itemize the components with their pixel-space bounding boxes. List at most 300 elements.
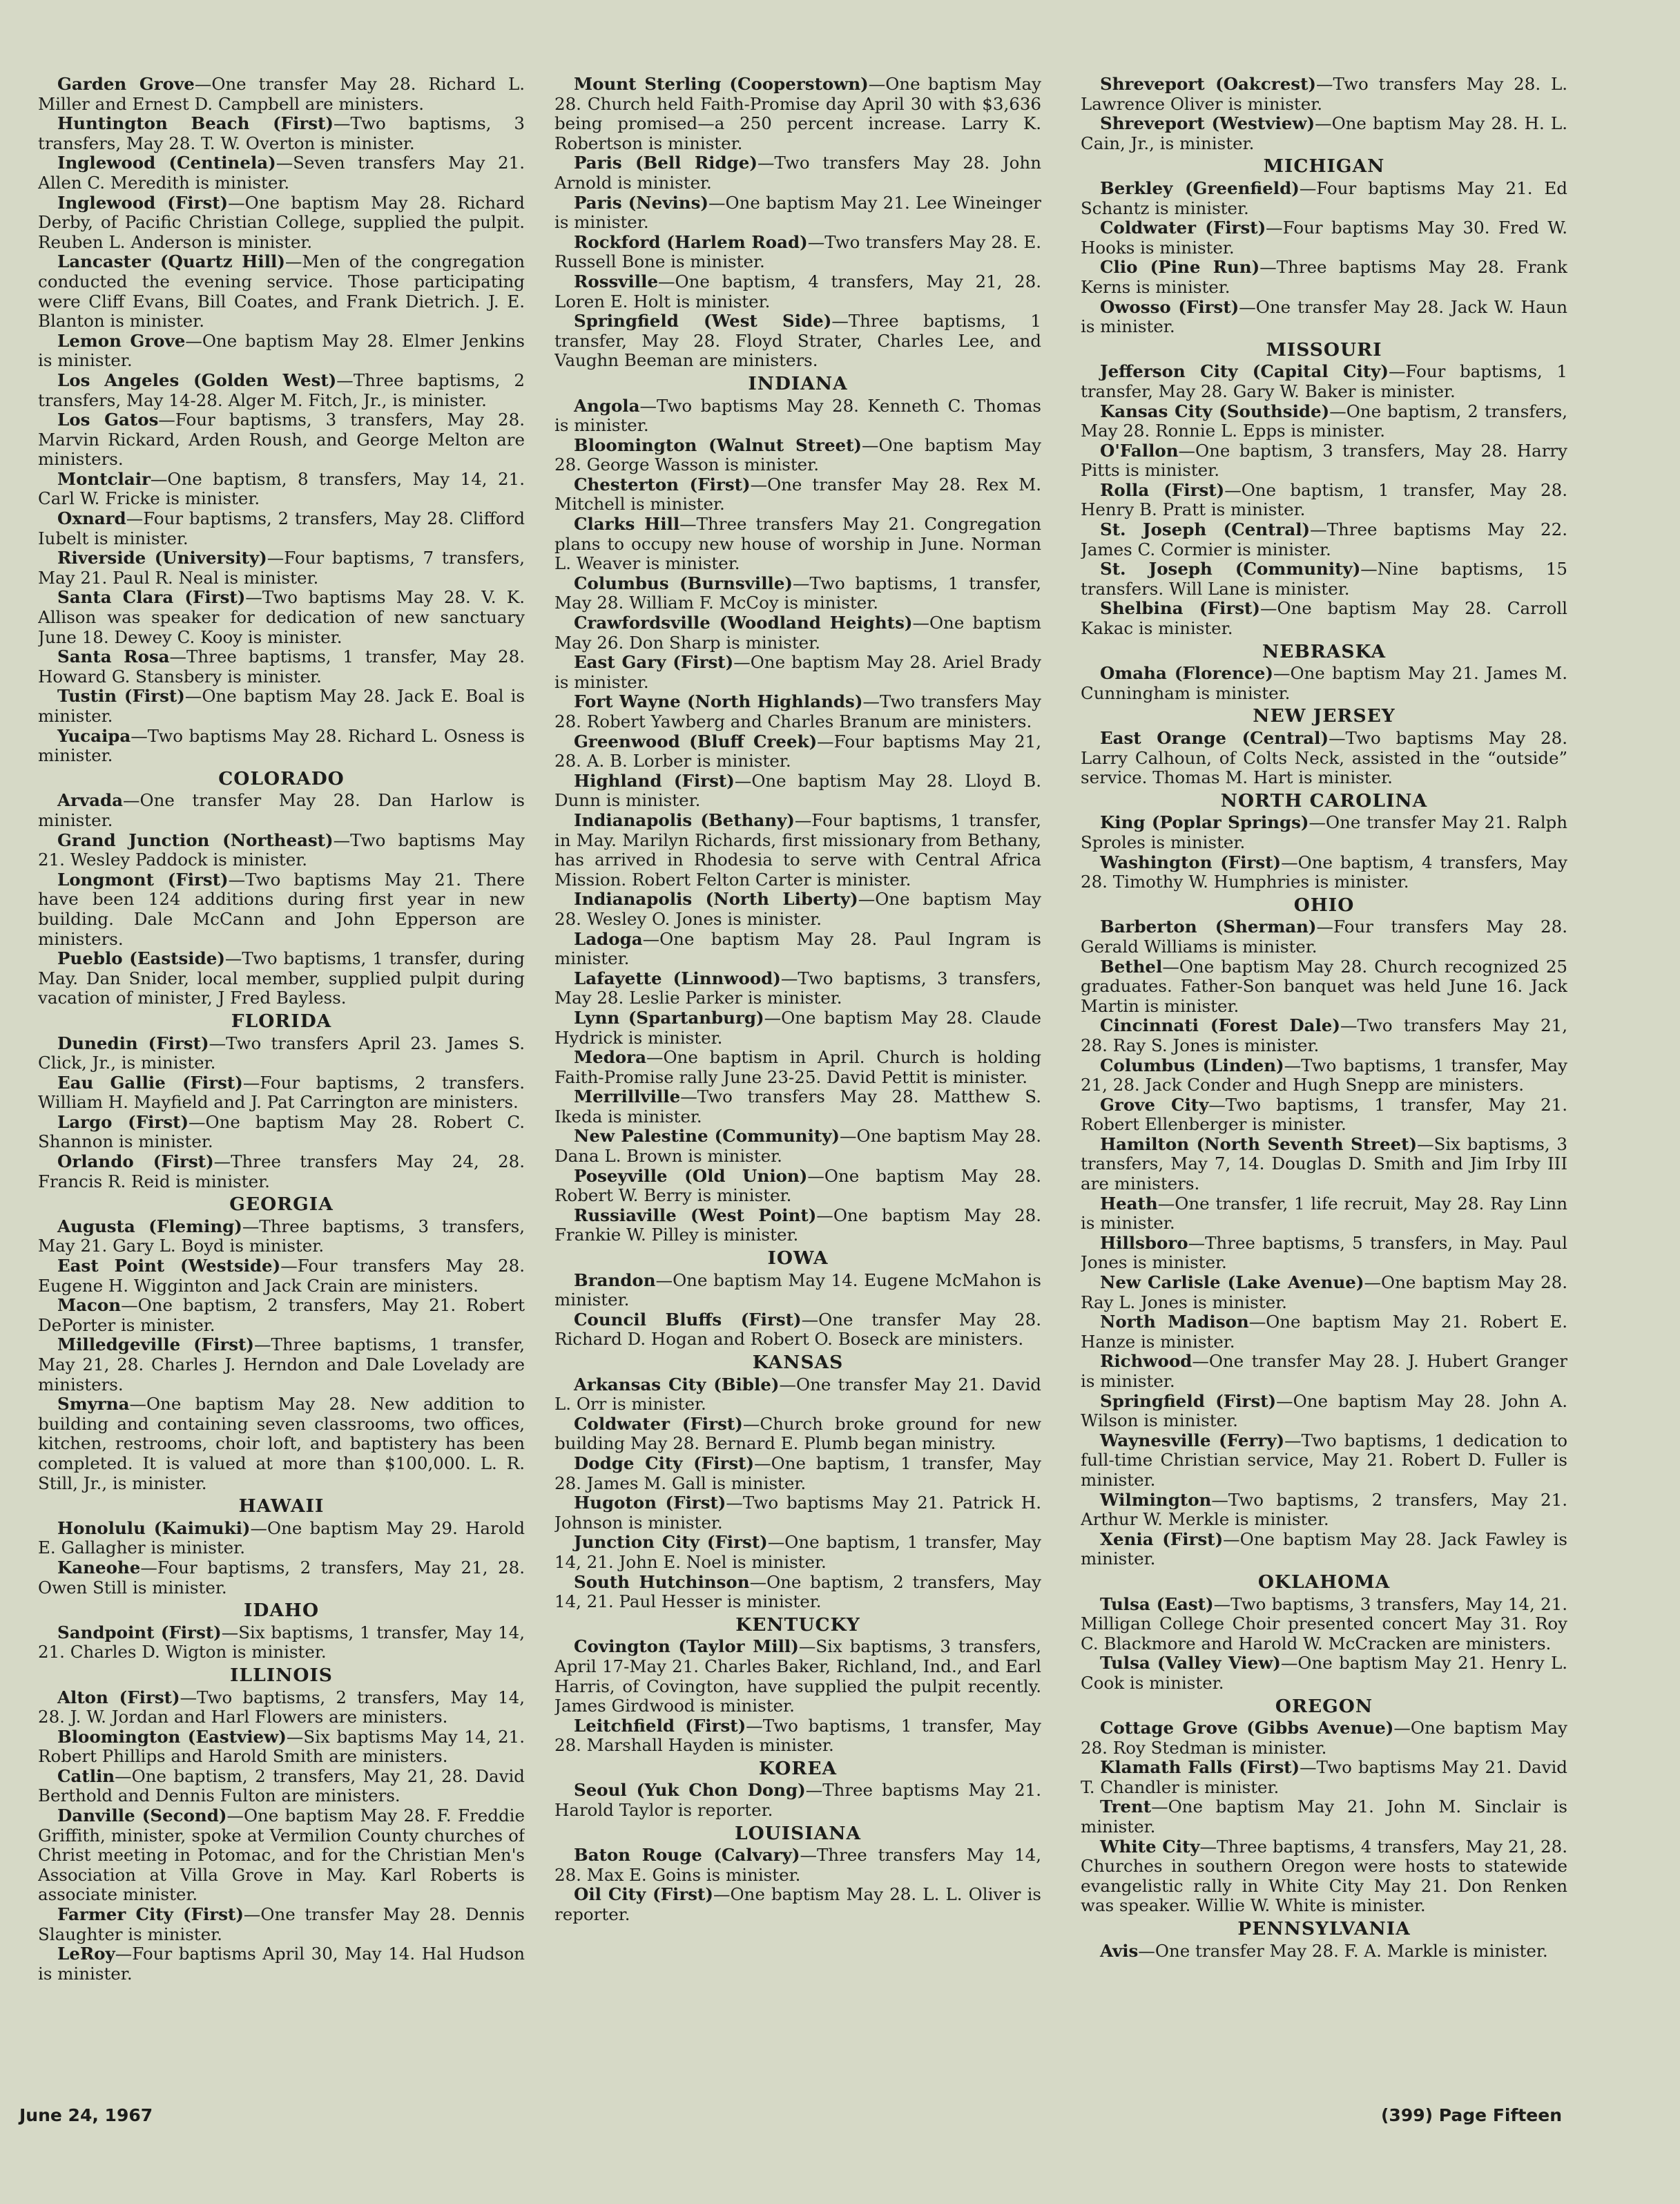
report-text: —One transfer, 1 life recruit, May 28. Ray Linn is minister. bbox=[1081, 1193, 1567, 1234]
report-text: —Two transfers April 23. James S. Click, Jr., is minister. bbox=[38, 1033, 525, 1073]
column-3 bbox=[1081, 75, 1567, 2098]
church-report bbox=[554, 1454, 1041, 1493]
report-text: —One baptism May 28. Richard Derby, of Pacific Christian College, supplied the pulpit. Reuben L. Anderson is minister. bbox=[38, 192, 525, 252]
church-report bbox=[38, 1623, 525, 1662]
church-report bbox=[1081, 1431, 1567, 1491]
report-text: —Four transfers May 28. Gerald Williams is minister. bbox=[1081, 917, 1567, 957]
report-text: —Two baptisms, 3 transfers, May 14, 21. Milligan College Choir presented concert May 31. Roy C. Blackmore and Harold W. McCracken are ministers. bbox=[1081, 1593, 1567, 1654]
church-report bbox=[38, 1073, 525, 1113]
report-text: —Four baptisms, 2 transfers, May 21, 28. Owen Still is minister. bbox=[38, 1557, 525, 1598]
church-report bbox=[1081, 258, 1567, 297]
church-report bbox=[1081, 917, 1567, 957]
church-name: Lafayette (Linnwood) bbox=[574, 968, 781, 988]
church-name: Clio (Pine Run) bbox=[1100, 257, 1260, 278]
church-name: New Palestine (Community) bbox=[574, 1126, 840, 1147]
church-report bbox=[38, 410, 525, 470]
church-report bbox=[1081, 1352, 1567, 1391]
church-name: Highland (First) bbox=[574, 770, 735, 791]
church-name: Santa Rosa bbox=[57, 646, 170, 667]
church-report bbox=[38, 1217, 525, 1256]
church-name: Grove City bbox=[1100, 1094, 1209, 1115]
report-text: —One transfer May 28. Richard D. Hogan and Robert O. Boseck are ministers. bbox=[554, 1309, 1041, 1350]
report-text: —Two transfers May 28. Matthew S. Ikeda is minister. bbox=[554, 1086, 1041, 1127]
church-name: Springfield (First) bbox=[1100, 1390, 1277, 1411]
report-text: —Three transfers May 24, 28. Francis R. Reid is minister. bbox=[38, 1151, 525, 1191]
church-report bbox=[554, 811, 1041, 890]
church-report bbox=[38, 1256, 525, 1296]
church-name: Coldwater (First) bbox=[574, 1413, 743, 1434]
church-name: Hugoton (First) bbox=[574, 1493, 726, 1513]
report-text: —One baptism May 14. Eugene McMahon is minister. bbox=[554, 1269, 1041, 1310]
church-name: Los Angeles (Golden West) bbox=[57, 370, 337, 390]
state-heading: OHIO bbox=[1293, 894, 1355, 916]
church-name: Catlin bbox=[57, 1765, 115, 1786]
report-text: —Four baptisms, 2 transfers, May 28. Clifford Iubelt is minister. bbox=[38, 508, 525, 548]
church-name: Medora bbox=[574, 1047, 646, 1068]
church-name: Greenwood (Bluff Creek) bbox=[574, 731, 818, 751]
church-name: Brandon bbox=[574, 1269, 656, 1290]
report-text: —Two baptisms, 1 dedication to full-time Christian service, May 21. Robert D. Fuller is minister. bbox=[1081, 1430, 1567, 1490]
report-text: —One baptism, 2 transfers, May 14, 21. Paul Hesser is minister. bbox=[554, 1571, 1041, 1612]
church-name: Eau Gallie (First) bbox=[57, 1072, 243, 1093]
church-report bbox=[38, 153, 525, 193]
church-report bbox=[38, 1767, 525, 1806]
church-name: South Hutchinson bbox=[574, 1571, 750, 1592]
report-text: —One transfer May 21. Ralph Sproles is minister. bbox=[1081, 812, 1567, 852]
church-report bbox=[554, 1637, 1041, 1716]
church-report bbox=[38, 1113, 525, 1152]
report-text: —Two baptisms May 28. Kenneth C. Thomas is minister. bbox=[554, 395, 1041, 436]
church-report bbox=[38, 949, 525, 1008]
church-report bbox=[554, 1375, 1041, 1415]
state-heading: LOUISIANA bbox=[734, 1822, 862, 1844]
church-report bbox=[38, 687, 525, 726]
church-report bbox=[1081, 729, 1567, 788]
church-report bbox=[38, 509, 525, 548]
church-report bbox=[1081, 1095, 1567, 1135]
report-text: —Two baptisms May 21. There have been 124 additions during first year in new building. Dale McCann and John Epperson are ministers. bbox=[38, 869, 525, 949]
church-name: Avis bbox=[1100, 1940, 1139, 1961]
church-report bbox=[1081, 957, 1567, 1017]
church-name: Richwood bbox=[1100, 1351, 1193, 1372]
church-report bbox=[1081, 520, 1567, 559]
church-report bbox=[554, 436, 1041, 475]
church-name: Bloomington (Walnut Street) bbox=[574, 434, 862, 455]
church-name: Owosso (First) bbox=[1100, 296, 1239, 317]
church-report bbox=[38, 1944, 525, 1984]
report-text: —Three transfers May 14, 28. Max E. Goins is minister. bbox=[554, 1845, 1041, 1885]
church-report bbox=[38, 1296, 525, 1335]
report-text: —Two transfers May 21, 28. Ray S. Jones is minister. bbox=[1081, 1015, 1567, 1055]
report-text: —One baptism May 26. Don Sharp is minister. bbox=[554, 613, 1041, 653]
church-report bbox=[554, 574, 1041, 613]
report-text: —Two baptisms May 21. Patrick H. Johnson is minister. bbox=[554, 1493, 1041, 1533]
church-report bbox=[38, 193, 525, 253]
report-text: —One baptism May 28. Lloyd B. Dunn is minister. bbox=[554, 770, 1041, 811]
report-text: —Two baptisms, 1 transfer, during May. Dan Snider, local member, supplied pulpit during vacation of minister, J Fred Bayless. bbox=[38, 948, 525, 1008]
report-text: —Two baptisms, 1 transfer, May 28. Marshall Hayden is minister. bbox=[554, 1715, 1041, 1756]
church-report bbox=[554, 1127, 1041, 1166]
church-name: Jefferson City (Capital City) bbox=[1100, 361, 1389, 382]
church-report bbox=[1081, 1135, 1567, 1194]
report-text: —Two baptisms May 28. Richard L. Osness is minister. bbox=[38, 725, 525, 766]
report-text: —One baptism, 4 transfers, May 21, 28. Loren E. Holt is minister. bbox=[554, 271, 1041, 312]
report-text: —Two transfers May 28. L. Lawrence Oliver is minister. bbox=[1081, 75, 1567, 114]
report-text: —Four transfers May 28. Eugene H. Wigginton and Jack Crain are ministers. bbox=[38, 1256, 525, 1296]
church-name: East Point (Westside) bbox=[57, 1256, 281, 1276]
report-text: —One baptism May 21. Henry L. Cook is minister. bbox=[1081, 1653, 1567, 1693]
church-report bbox=[1081, 481, 1567, 520]
church-report bbox=[1081, 1758, 1567, 1797]
report-text: —Nine baptisms, 15 transfers. Will Lane is minister. bbox=[1081, 559, 1567, 599]
church-report bbox=[554, 1781, 1041, 1820]
church-report bbox=[554, 1573, 1041, 1612]
church-name: New Carlisle (Lake Avenue) bbox=[1100, 1272, 1364, 1293]
report-text: —Six baptisms May 14, 21. Robert Phillips and Harold Smith are ministers. bbox=[38, 1726, 525, 1767]
church-name: Montclair bbox=[57, 468, 151, 489]
church-report bbox=[554, 1415, 1041, 1454]
church-name: Crawfordsville (Woodland Heights) bbox=[574, 613, 913, 633]
church-report bbox=[554, 1087, 1041, 1127]
church-report bbox=[1081, 1056, 1567, 1095]
church-name: Fort Wayne (North Highlands) bbox=[574, 691, 863, 712]
church-report bbox=[554, 153, 1041, 193]
church-report bbox=[1081, 1718, 1567, 1758]
church-name: Xenia (First) bbox=[1100, 1529, 1224, 1549]
report-text: —One baptism, 1 transfer, May 28. Henry B. Pratt is minister. bbox=[1081, 479, 1567, 520]
church-report bbox=[1081, 218, 1567, 258]
report-text: —Six baptisms, 3 transfers, May 7, 14. Douglas D. Smith and Jim Irby III are ministers. bbox=[1081, 1133, 1567, 1194]
state-heading: IDAHO bbox=[243, 1600, 320, 1622]
church-name: Omaha (Florence) bbox=[1100, 663, 1273, 684]
report-text: —One baptism May 28. Wesley O. Jones is minister. bbox=[554, 889, 1041, 929]
church-report bbox=[1081, 1837, 1567, 1916]
church-name: Bethel bbox=[1100, 956, 1163, 977]
column-1 bbox=[38, 75, 525, 2112]
report-text: —One baptism, 3 transfers, May 28. Harry Pitts is minister. bbox=[1081, 440, 1567, 481]
report-text: —One baptism May 28. John A. Wilson is minister. bbox=[1081, 1390, 1567, 1431]
church-name: Cincinnati (Forest Dale) bbox=[1100, 1015, 1340, 1036]
church-report bbox=[554, 272, 1041, 312]
report-text: —One baptism, 1 transfer, May 14, 21. John E. Noel is minister. bbox=[554, 1532, 1041, 1572]
church-name: Grand Junction (Northeast) bbox=[57, 830, 334, 850]
church-name: Merrillville bbox=[574, 1086, 681, 1107]
church-report bbox=[38, 548, 525, 588]
report-text: —Three baptisms, 1 transfer, May 28. Howard G. Stansbery is minister. bbox=[38, 646, 525, 687]
church-name: Pueblo (Eastside) bbox=[57, 948, 225, 969]
report-text: —Four baptisms April 30, May 14. Hal Hudson is minister. bbox=[38, 1944, 525, 1984]
report-text: —One baptism, 2 transfers, May 21, 28. David Berthold and Dennis Fulton are ministers. bbox=[38, 1765, 525, 1806]
church-report bbox=[554, 515, 1041, 574]
church-name: Chesterton (First) bbox=[574, 474, 751, 495]
state-heading: NORTH CAROLINA bbox=[1220, 789, 1428, 812]
church-report bbox=[38, 588, 525, 647]
church-report bbox=[38, 1034, 525, 1073]
church-name: Ladoga bbox=[574, 928, 643, 949]
report-text: —One transfer May 28. Richard L. Miller and Ernest D. Campbell are ministers. bbox=[38, 75, 525, 114]
church-name: East Gary (First) bbox=[574, 652, 734, 673]
church-name: Indianapolis (North Liberty) bbox=[574, 889, 858, 910]
church-name: Arkansas City (Bible) bbox=[574, 1374, 780, 1395]
report-text: —Three transfers May 21. Congregation plans to occupy new house of worship in June. Norman L. Weaver is minister. bbox=[554, 514, 1041, 574]
church-name: Oil City (First) bbox=[574, 1884, 713, 1905]
church-name: Poseyville (Old Union) bbox=[574, 1165, 808, 1186]
church-name: Shreveport (Oakcrest) bbox=[1100, 75, 1317, 94]
church-name: Garden Grove bbox=[57, 75, 195, 94]
report-text: —Two transfers May 28. Robert Yawberg and Charles Branum are ministers. bbox=[554, 691, 1041, 731]
church-report bbox=[38, 1905, 525, 1944]
report-text: —Seven transfers May 21. Allen C. Meredith is minister. bbox=[38, 153, 525, 193]
report-text: —One baptism May 28. Robert C. Shannon is minister. bbox=[38, 1111, 525, 1152]
church-name: Paris (Bell Ridge) bbox=[574, 153, 757, 173]
state-heading: ILLINOIS bbox=[230, 1664, 333, 1686]
state-heading: FLORIDA bbox=[231, 1010, 332, 1032]
church-name: Tulsa (Valley View) bbox=[1100, 1653, 1281, 1674]
church-report bbox=[554, 1008, 1041, 1048]
church-name: Bloomington (Eastview) bbox=[57, 1726, 287, 1747]
report-text: —Two baptisms May 28. Larry Calhoun, of Colts Neck, assisted in the “outside” service. Thomas M. Hart is minister. bbox=[1081, 728, 1567, 788]
church-report bbox=[1081, 1654, 1567, 1693]
church-report bbox=[554, 772, 1041, 811]
church-name: Orlando (First) bbox=[57, 1151, 214, 1172]
report-text: —Two transfers May 28. John Arnold is minister. bbox=[554, 153, 1041, 193]
church-name: North Madison bbox=[1100, 1312, 1249, 1332]
church-report bbox=[1081, 402, 1567, 441]
report-text: —One baptism, 2 transfers, May 21. Robert DePorter is minister. bbox=[38, 1295, 525, 1335]
report-text: —One baptism May 28. Jack Fawley is minister. bbox=[1081, 1529, 1567, 1569]
report-text: —One baptism May 28. Carroll Kakac is minister. bbox=[1081, 598, 1567, 639]
state-heading: OREGON bbox=[1275, 1695, 1373, 1717]
church-name: Clarks Hill bbox=[574, 514, 680, 535]
state-heading: MICHIGAN bbox=[1263, 155, 1385, 178]
church-report bbox=[1081, 1234, 1567, 1273]
report-text: —Four baptisms, 1 transfer, in May. Marilyn Richards, first missionary from Bethany, has arrived in Rhodesia to serve with Central Africa Mission. Robert Felton Carter is minister. bbox=[554, 809, 1041, 890]
church-name: LeRoy bbox=[57, 1944, 115, 1964]
church-name: Tustin (First) bbox=[57, 686, 185, 707]
report-text: —Six baptisms, 1 transfer, May 14, 21. Charles D. Wigton is minister. bbox=[38, 1622, 525, 1662]
church-report bbox=[554, 692, 1041, 731]
report-text: —One baptism May 21. John M. Sinclair is minister. bbox=[1081, 1796, 1567, 1837]
report-text: —One baptism May 28. Church held Faith-Promise day April 30 with $3,636 being promised—a 250 percent increase. Larry K. Robertson is minister. bbox=[554, 75, 1041, 153]
church-report bbox=[1081, 441, 1567, 481]
church-report bbox=[554, 1846, 1041, 1885]
report-text: —Six baptisms, 3 transfers, April 17-May 21. Charles Baker, Richland, Ind., and Earl Harris, of Covington, have supplied the pulpit recently. James Girdwood is minister. bbox=[554, 1636, 1041, 1716]
church-report bbox=[38, 332, 525, 371]
church-report bbox=[38, 1335, 525, 1395]
church-name: Huntington Beach (First) bbox=[57, 113, 334, 134]
report-text: —Three baptisms, 4 transfers, May 21, 28. Churches in southern Oregon were hosts to statewide evangelistic rally in White City May 21. Don Renken was speaker. Willie W. White is minister. bbox=[1081, 1836, 1567, 1916]
church-name: Shelbina (First) bbox=[1100, 598, 1260, 619]
church-report bbox=[554, 930, 1041, 969]
church-name: Leitchfield (First) bbox=[574, 1715, 746, 1736]
state-heading: COLORADO bbox=[218, 767, 345, 789]
church-name: Council Bluffs (First) bbox=[574, 1309, 802, 1330]
church-name: Yucaipa bbox=[57, 725, 131, 746]
church-report bbox=[1081, 1392, 1567, 1431]
church-name: Cottage Grove (Gibbs Avenue) bbox=[1100, 1718, 1394, 1738]
report-text: —Four baptisms May 21. Ed Schantz is minister. bbox=[1081, 178, 1567, 218]
report-text: —Three baptisms, 2 transfers, May 14-28. Alger M. Fitch, Jr., is minister. bbox=[38, 370, 525, 410]
report-text: —Two baptisms, 2 transfers, May 21. Arthur W. Merkle is minister. bbox=[1081, 1489, 1567, 1530]
church-report bbox=[1081, 853, 1567, 892]
report-text: —Men of the congregation conducted the evening service. Those participating were Cliff Evans, Bill Coates, and Frank Dietrich. J. E. Blanton is minister. bbox=[38, 251, 525, 332]
report-text: —One baptism May 29. Harold E. Gallagher is minister. bbox=[38, 1517, 525, 1558]
church-report bbox=[554, 653, 1041, 692]
church-name: Alton (First) bbox=[57, 1687, 180, 1707]
church-report bbox=[38, 870, 525, 949]
report-text: —One baptism in April. Church is holding Faith-Promise rally June 23-25. David Pettit is minister. bbox=[554, 1047, 1041, 1087]
report-text: —Two baptisms, 1 transfer, May 21. Robert Ellenberger is minister. bbox=[1081, 1094, 1567, 1135]
state-heading: KANSAS bbox=[752, 1352, 844, 1373]
church-name: Farmer City (First) bbox=[57, 1904, 244, 1925]
church-name: Coldwater (First) bbox=[1100, 218, 1266, 238]
report-text: —Four baptisms, 3 transfers, May 28. Marvin Rickard, Arden Roush, and George Melton are ministers. bbox=[38, 410, 525, 470]
church-report bbox=[38, 252, 525, 331]
church-name: Los Gatos bbox=[57, 410, 159, 430]
church-report bbox=[554, 1716, 1041, 1756]
church-name: Covington (Taylor Mill) bbox=[574, 1636, 799, 1657]
church-report bbox=[554, 1885, 1041, 1924]
church-report bbox=[1081, 1273, 1567, 1312]
church-name: Angola bbox=[574, 395, 640, 416]
church-report bbox=[38, 647, 525, 687]
church-report bbox=[554, 1271, 1041, 1310]
church-report bbox=[554, 233, 1041, 272]
report-text: —Two baptisms, 1 transfer, May 28. William F. McCoy is minister. bbox=[554, 573, 1041, 613]
church-report bbox=[1081, 298, 1567, 337]
church-name: Honolulu (Kaimuki) bbox=[57, 1517, 251, 1538]
church-name: Longmont (First) bbox=[57, 869, 229, 890]
church-name: Dodge City (First) bbox=[574, 1453, 755, 1473]
church-name: Paris (Nevins) bbox=[574, 192, 709, 213]
report-text: —Four baptisms, 7 transfers, May 21. Paul R. Neal is minister. bbox=[38, 548, 525, 588]
church-report bbox=[1081, 664, 1567, 703]
church-name: Oxnard bbox=[57, 508, 126, 529]
church-report bbox=[554, 1310, 1041, 1350]
report-text: —One baptism May 28. Ray L. Jones is minister. bbox=[1081, 1272, 1567, 1312]
report-text: —One baptism May 28. L. L. Oliver is reporter. bbox=[554, 1884, 1041, 1925]
report-text: —One baptism May 28. Claude Hydrick is minister. bbox=[554, 1007, 1041, 1048]
report-text: —One baptism May 28. Roy Stedman is minister. bbox=[1081, 1718, 1567, 1758]
report-text: —One baptism May 28. Jack E. Boal is minister. bbox=[38, 686, 525, 726]
report-text: —One transfer May 28. Dan Harlow is minister. bbox=[38, 790, 525, 830]
report-text: —One baptism May 28. Ariel Brady is minister. bbox=[554, 652, 1041, 692]
church-report bbox=[554, 1493, 1041, 1533]
church-name: Smyrna bbox=[57, 1394, 130, 1415]
report-text: —Three baptisms May 22. James C. Cormier is minister. bbox=[1081, 519, 1567, 559]
church-name: Arvada bbox=[57, 790, 124, 811]
church-name: Santa Clara (First) bbox=[57, 587, 246, 608]
report-text: —One baptism May 28. George Wasson is minister. bbox=[554, 434, 1041, 475]
church-name: Heath bbox=[1100, 1193, 1158, 1214]
report-text: —One transfer May 28. F. A. Markle is minister. bbox=[1138, 1940, 1548, 1961]
church-report bbox=[38, 75, 525, 114]
report-text: —Four baptisms May 30. Fred W. Hooks is minister. bbox=[1081, 218, 1567, 258]
church-report bbox=[1081, 559, 1567, 599]
church-name: Hamilton (North Seventh Street) bbox=[1100, 1133, 1418, 1154]
church-name: St. Joseph (Central) bbox=[1100, 519, 1311, 540]
report-text: —Three baptisms, 3 transfers, May 21. Gary L. Boyd is minister. bbox=[38, 1216, 525, 1256]
church-report bbox=[38, 1688, 525, 1727]
church-report bbox=[554, 1048, 1041, 1087]
church-name: Baton Rouge (Calvary) bbox=[574, 1845, 800, 1866]
church-name: Berkley (Greenfield) bbox=[1100, 178, 1300, 198]
church-report bbox=[1081, 1312, 1567, 1352]
church-report bbox=[554, 1167, 1041, 1206]
report-text: —Two baptisms, 3 transfers, May 28. Leslie Parker is minister. bbox=[554, 968, 1041, 1008]
church-name: O'Fallon bbox=[1100, 440, 1179, 461]
church-name: Dunedin (First) bbox=[57, 1033, 209, 1053]
report-text: —One baptism May 28. H. L. Cain, Jr., is minister. bbox=[1081, 113, 1567, 153]
church-report bbox=[554, 312, 1041, 371]
church-name: Sandpoint (First) bbox=[57, 1622, 222, 1642]
footer-page-number: (399) Page Fifteen bbox=[1381, 2105, 1562, 2125]
church-report bbox=[38, 470, 525, 509]
church-report bbox=[1081, 1797, 1567, 1837]
report-text: —One baptism May 28. Paul Ingram is minister. bbox=[554, 928, 1041, 969]
church-report bbox=[1081, 114, 1567, 153]
church-report bbox=[1081, 179, 1567, 218]
church-report bbox=[554, 969, 1041, 1008]
church-report bbox=[554, 1206, 1041, 1245]
report-text: —One baptism May 28. Robert W. Berry is minister. bbox=[554, 1165, 1041, 1206]
report-text: —Three baptisms May 21. Harold Taylor is reporter. bbox=[554, 1780, 1041, 1821]
church-name: Kansas City (Southside) bbox=[1100, 401, 1330, 421]
church-name: Columbus (Burnsville) bbox=[574, 573, 793, 593]
report-text: —One baptism, 4 transfers, May 28. Timothy W. Humphries is minister. bbox=[1081, 852, 1567, 892]
church-report bbox=[554, 475, 1041, 515]
church-name: Macon bbox=[57, 1295, 122, 1316]
church-report bbox=[38, 727, 525, 766]
report-text: —One baptism, 8 transfers, May 14, 21. Carl W. Fricke is minister. bbox=[38, 468, 525, 509]
church-name: Augusta (Fleming) bbox=[57, 1216, 242, 1236]
report-text: —One baptism May 28. New addition to building and containing seven classrooms, two offices, kitchen, restrooms, choir loft, and baptistery has been completed. It is valued at more than $100,000. L. R. Still, Jr., is minister. bbox=[38, 1394, 525, 1493]
church-report bbox=[1081, 1016, 1567, 1055]
report-text: —Four baptisms May 21, 28. A. B. Lorber is minister. bbox=[554, 731, 1041, 772]
report-text: —One baptism May 28. Frankie W. Pilley is minister. bbox=[554, 1205, 1041, 1245]
church-report bbox=[1081, 599, 1567, 638]
state-heading: PENNSYLVANIA bbox=[1237, 1918, 1411, 1940]
report-text: —Church broke ground for new building May 28. Bernard E. Plumb began ministry. bbox=[554, 1413, 1041, 1454]
report-text: —Two baptisms, 1 transfer, May 21, 28. Jack Conder and Hugh Snepp are ministers. bbox=[1081, 1055, 1567, 1095]
church-report bbox=[1081, 362, 1567, 401]
church-report bbox=[38, 1395, 525, 1493]
report-text: —Four baptisms, 1 transfer, May 28. Gary W. Baker is minister. bbox=[1081, 361, 1567, 401]
church-report bbox=[554, 193, 1041, 233]
church-name: Springfield (West Side) bbox=[574, 311, 832, 332]
church-report bbox=[38, 371, 525, 410]
report-text: —Two baptisms May 21. David T. Chandler is minister. bbox=[1081, 1757, 1567, 1797]
state-heading: OKLAHOMA bbox=[1257, 1571, 1391, 1593]
report-text: —Three baptisms, 1 transfer, May 21, 28. Charles J. Herndon and Dale Lovelady are ministers. bbox=[38, 1334, 525, 1395]
church-name: Lancaster (Quartz Hill) bbox=[57, 251, 285, 272]
report-text: —One transfer May 28. Rex M. Mitchell is minister. bbox=[554, 474, 1041, 515]
report-text: —Two baptisms, 2 transfers, May 14, 28. J. W. Jordan and Harl Flowers are ministers. bbox=[38, 1687, 525, 1727]
church-name: Inglewood (Centinela) bbox=[57, 153, 276, 173]
church-name: Kaneohe bbox=[57, 1557, 141, 1578]
report-text: —One baptism, 1 transfer, May 28. James M. Gall is minister. bbox=[554, 1453, 1041, 1493]
state-heading: GEORGIA bbox=[229, 1194, 334, 1216]
church-report bbox=[38, 1806, 525, 1905]
footer-date: June 24, 1967 bbox=[19, 2105, 153, 2125]
church-report bbox=[554, 75, 1041, 153]
church-name: Shreveport (Westview) bbox=[1100, 113, 1315, 134]
church-name: Mount Sterling (Cooperstown) bbox=[574, 75, 869, 94]
church-name: Lemon Grove bbox=[57, 330, 186, 351]
church-name: Inglewood (First) bbox=[57, 192, 229, 213]
church-report bbox=[38, 831, 525, 870]
church-name: Danville (Second) bbox=[57, 1805, 227, 1826]
